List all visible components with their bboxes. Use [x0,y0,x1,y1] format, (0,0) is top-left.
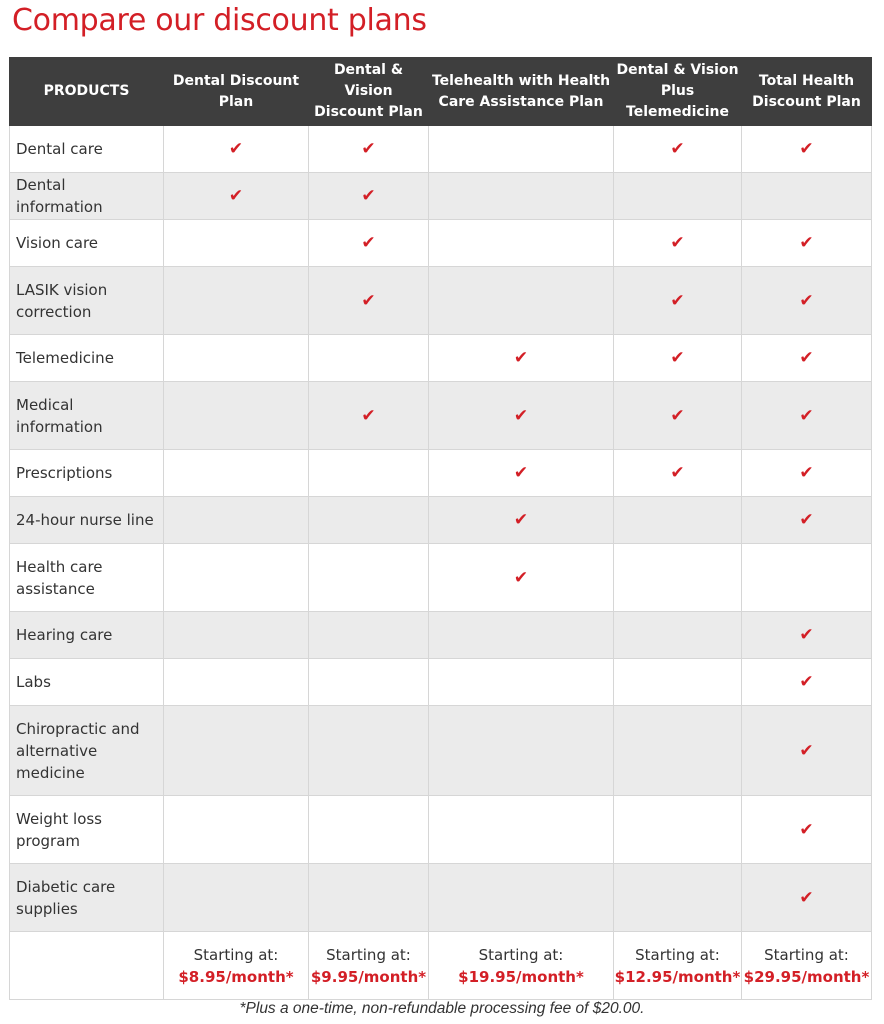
plan-cell [309,220,429,267]
plan-price-cell [742,932,872,1000]
check-icon: ✔ [513,510,529,530]
plan-cell [742,612,872,659]
plan-price-cell [429,932,614,1000]
products-column-header: PRODUCTS [10,58,164,126]
table-body [10,126,872,1000]
plan-price: $12.95/month* [614,967,741,986]
plan-cell [164,450,309,497]
plan-cell [614,267,742,335]
plan-cell [309,796,429,864]
pricing-empty-cell [10,932,164,1000]
check-icon: ✔ [228,186,244,206]
plan-cell [614,173,742,220]
check-icon: ✔ [799,740,814,761]
plan-cell [742,450,872,497]
product-label: Diabetic care supplies [10,864,164,932]
product-label: Hearing care [10,612,164,659]
plan-cell [429,382,614,450]
plan-cell [742,173,872,220]
plan-cell [614,544,742,612]
plan-cell [164,796,309,864]
check-icon: ✔ [670,290,685,311]
plan-header-dental-discount: Dental Discount Plan [164,58,309,126]
product-label: 24-hour nurse line [10,497,164,544]
table-row [10,450,872,497]
plan-cell [614,335,742,382]
check-icon: ✔ [799,233,814,253]
plan-cell [742,796,872,864]
plan-header-telehealth: Telehealth with Health Care Assistance Plan [429,58,614,126]
plan-cell [429,659,614,706]
product-label: Chiropractic and alternative medicine [10,706,164,796]
plan-price-cell [614,932,742,1000]
plan-price: $9.95/month* [310,967,427,986]
plan-cell [164,335,309,382]
check-icon: ✔ [670,348,685,368]
starting-at-label: Starting at: [193,945,279,964]
check-icon: ✔ [361,233,376,253]
table-row [10,864,872,932]
plan-header-dental-vision-plus-telemedicine: Dental & Vision Plus Telemedicine [614,58,742,126]
plan-cell [429,497,614,544]
plan-cell [309,450,429,497]
check-icon: ✔ [513,348,529,368]
plan-cell [614,612,742,659]
plan-cell [742,706,872,796]
starting-at-label: Starting at: [326,945,411,964]
check-icon: ✔ [361,186,376,206]
table-row [10,659,872,706]
check-icon: ✔ [670,405,685,426]
plan-cell [429,612,614,659]
plan-cell [742,864,872,932]
plan-cell [742,382,872,450]
plan-cell [742,659,872,706]
plan-cell [164,864,309,932]
table-row [10,335,872,382]
plan-cell [164,612,309,659]
check-icon: ✔ [799,348,814,368]
plan-price: $29.95/month* [743,967,870,986]
plan-cell [614,659,742,706]
plan-cell [429,335,614,382]
plan-cell [429,796,614,864]
check-icon: ✔ [799,887,814,908]
plan-cell [742,544,872,612]
plan-price-cell [164,932,309,1000]
product-label: Labs [10,659,164,706]
plan-cell [164,267,309,335]
plan-cell [614,126,742,173]
plan-cell [429,173,614,220]
check-icon: ✔ [513,567,529,588]
table-row [10,126,872,173]
plan-cell [614,450,742,497]
plan-cell [742,220,872,267]
plan-cell [429,544,614,612]
plan-cell [309,659,429,706]
plan-cell [742,126,872,173]
plan-cell [309,173,429,220]
product-label: Health care assistance [10,544,164,612]
plan-cell [164,220,309,267]
plan-comparison-table [9,57,872,1000]
plan-cell [164,706,309,796]
plan-cell [309,267,429,335]
plan-cell [614,864,742,932]
check-icon: ✔ [361,290,376,311]
plan-cell [429,126,614,173]
check-icon: ✔ [361,405,376,426]
plan-cell [164,126,309,173]
plan-cell [309,864,429,932]
check-icon: ✔ [670,233,685,253]
check-icon: ✔ [513,405,529,426]
check-icon: ✔ [799,405,814,426]
product-label: Dental care [10,126,164,173]
plan-cell [429,864,614,932]
table-row [10,706,872,796]
plan-header-dental-vision: Dental & Vision Discount Plan [309,58,429,126]
check-icon: ✔ [228,139,244,159]
table-row [10,612,872,659]
plan-cell [164,173,309,220]
plan-cell [614,382,742,450]
check-icon: ✔ [799,819,814,840]
plan-header-total-health: Total Health Discount Plan [742,58,872,126]
check-icon: ✔ [799,625,814,645]
plan-cell [164,544,309,612]
table-row [10,497,872,544]
plan-cell [614,220,742,267]
plan-price: $8.95/month* [178,967,294,986]
table-row [10,267,872,335]
table-row [10,173,872,220]
plan-cell [164,659,309,706]
plan-cell [429,706,614,796]
product-label: Vision care [10,220,164,267]
plan-price: $19.95/month* [458,967,584,986]
plan-cell [164,497,309,544]
check-icon: ✔ [670,139,685,159]
plan-price-cell [309,932,429,1000]
plan-cell [429,220,614,267]
table-row [10,382,872,450]
table-row [10,796,872,864]
check-icon: ✔ [513,463,529,483]
starting-at-label: Starting at: [478,945,564,964]
check-icon: ✔ [799,463,814,483]
table-row [10,220,872,267]
product-label: Dental information [10,173,164,220]
product-label: Prescriptions [10,450,164,497]
pricing-row [10,932,872,1000]
plan-cell [614,796,742,864]
table-row [10,544,872,612]
processing-fee-footnote: *Plus a one-time, non-refundable processing fee of $20.00. [239,1000,645,1017]
product-label: Telemedicine [10,335,164,382]
check-icon: ✔ [799,139,814,159]
starting-at-label: Starting at: [635,945,720,964]
plan-cell [309,126,429,173]
plan-cell [309,382,429,450]
check-icon: ✔ [799,510,814,530]
check-icon: ✔ [799,290,814,311]
plan-cell [429,267,614,335]
plan-cell [309,612,429,659]
plan-cell [429,450,614,497]
table-header-row [10,58,872,126]
plan-cell [742,335,872,382]
plan-cell [614,706,742,796]
product-label: Weight loss program [10,796,164,864]
starting-at-label: Starting at: [764,945,849,964]
plan-cell [614,497,742,544]
plan-cell [309,335,429,382]
check-icon: ✔ [670,463,685,483]
plan-cell [309,706,429,796]
plan-cell [742,267,872,335]
page-title: Compare our discount plans [12,3,427,38]
product-label: LASIK vision correction [10,267,164,335]
check-icon: ✔ [799,672,814,692]
product-label: Medical information [10,382,164,450]
plan-cell [309,544,429,612]
check-icon: ✔ [361,139,376,159]
plan-cell [309,497,429,544]
plan-cell [742,497,872,544]
plan-cell [164,382,309,450]
